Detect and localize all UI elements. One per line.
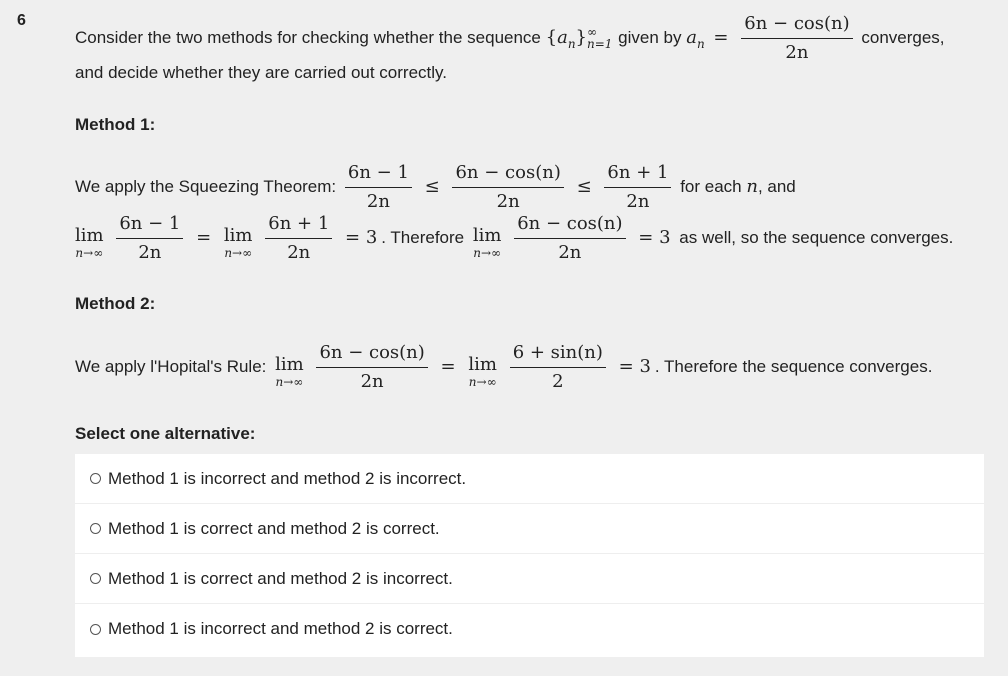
sequence-notation: $\{a_n\}$ ∞ n=1 [545, 24, 613, 51]
option-1[interactable] [75, 454, 984, 504]
fraction-upper-bound: $\frac{6n + 1}{2n}$ [604, 159, 671, 216]
method1-text-c: , and [757, 176, 796, 196]
radio-icon[interactable] [90, 523, 101, 534]
radio-icon[interactable] [90, 624, 101, 635]
equals-three: = 3 [345, 226, 378, 248]
limit-operator: lim n→∞ [468, 353, 497, 389]
method1-heading: Method 1: [75, 115, 156, 134]
leq-sign: ≤ [424, 175, 440, 197]
equals-three: = 3 [638, 226, 671, 248]
equals-three: = 3 [618, 355, 651, 377]
method2-text-a: We apply l'Hopital's Rule: [75, 356, 267, 376]
fraction-sequence: $\frac{6n - \cos(n)}{2n}$ [316, 339, 427, 396]
option-label: Method 1 is correct and method 2 is incorrect. [108, 568, 453, 588]
limit-operator: lim n→∞ [75, 224, 104, 260]
method2-text-b: . Therefore the sequence converges. [654, 356, 933, 376]
sequence-fraction: $\frac{6n - \cos(n)}{2n}$ [741, 10, 852, 67]
option-2[interactable] [75, 504, 984, 554]
fraction-lower-bound: $\frac{6n - 1}{2n}$ [116, 210, 183, 267]
limit-operator: lim n→∞ [472, 224, 502, 260]
fraction-lhopital: $\frac{6 + \sin(n)}{2}$ [510, 339, 606, 396]
leq-sign: ≤ [576, 175, 592, 197]
method1-text-d: . Therefore [381, 227, 465, 247]
option-label: Method 1 is incorrect and method 2 is correct. [108, 619, 453, 638]
method1-line-1 [75, 159, 796, 216]
equals-sign: = [440, 355, 456, 377]
equals-sign: = [196, 226, 212, 248]
radio-icon[interactable] [90, 473, 101, 484]
option-4[interactable] [75, 604, 984, 654]
option-3[interactable] [75, 554, 984, 604]
method1-text-b: for each [680, 176, 742, 196]
radio-icon[interactable] [90, 573, 101, 584]
select-label: Select one alternative: [75, 424, 256, 443]
option-label: Method 1 is correct and method 2 is correct. [108, 518, 440, 538]
fraction-lower-bound: $\frac{6n - 1}{2n}$ [345, 159, 412, 216]
question-number: 6 [17, 12, 26, 29]
intro-line-1 [75, 10, 945, 67]
intro-text-b: given by [618, 27, 682, 47]
method1-text-e: as well, so the sequence converges. [679, 227, 954, 247]
alternatives-list [75, 454, 984, 657]
a-n-symbol: $a_n$ [686, 26, 705, 51]
limit-operator: lim n→∞ [275, 353, 304, 389]
n-symbol: n [746, 175, 758, 197]
limit-operator: lim n→∞ [223, 224, 253, 260]
intro-line-2: and decide whether they are carried out correctly. [75, 63, 447, 82]
equals-sign: = [713, 26, 729, 48]
intro-text-c: converges, [861, 27, 945, 47]
method1-text-a: We apply the Squeezing Theorem: [75, 176, 337, 196]
fraction-upper-bound: $\frac{6n + 1}{2n}$ [265, 210, 332, 267]
fraction-sequence: $\frac{6n - \cos(n)}{2n}$ [514, 210, 625, 267]
option-label: Method 1 is incorrect and method 2 is incorrect. [108, 468, 467, 488]
fraction-sequence: $\frac{6n - \cos(n)}{2n}$ [452, 159, 563, 216]
intro-text-a: Consider the two methods for checking whether the sequence [75, 27, 541, 47]
method2-line-1 [75, 339, 932, 396]
method1-line-2 [75, 210, 953, 267]
method2-heading: Method 2: [75, 294, 156, 313]
